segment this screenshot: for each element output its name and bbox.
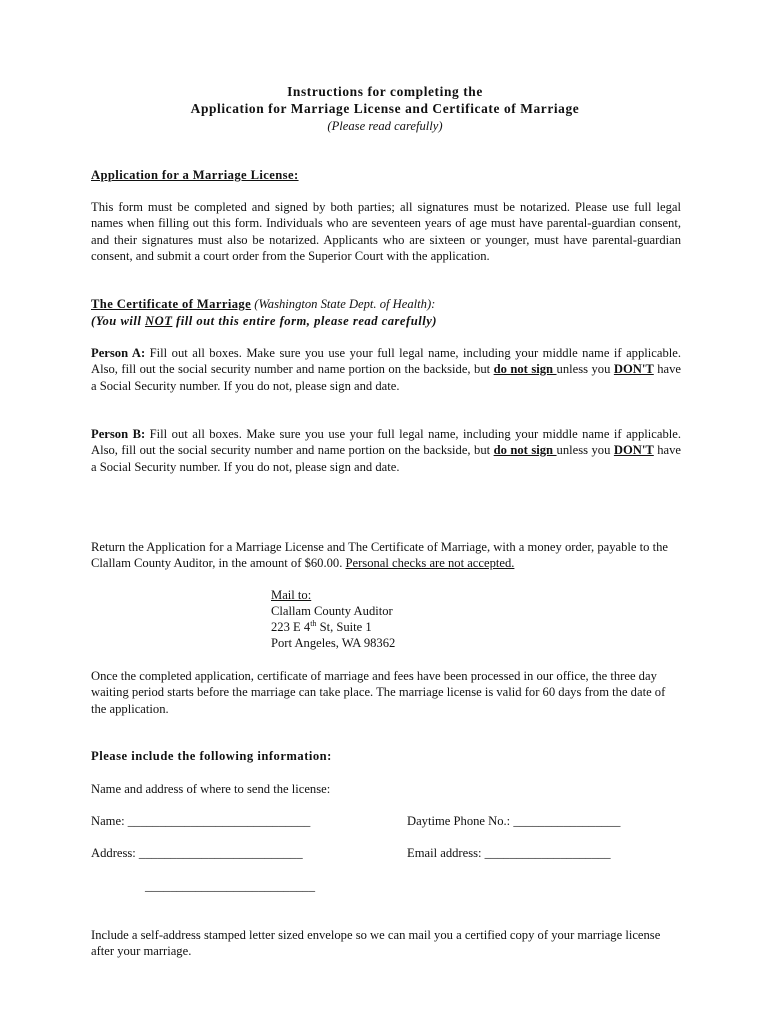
info-intro: Name and address of where to send the license: <box>91 782 331 796</box>
person-a-do-not-sign: do not sign <box>493 362 557 377</box>
address-blank[interactable]: __________________________ <box>138 846 303 860</box>
person-b-text2: unless you <box>556 443 614 458</box>
person-b-instructions <box>91 426 681 475</box>
person-a-text2: unless you <box>556 362 614 377</box>
phone-label: Daytime Phone No.: <box>407 814 514 828</box>
name-field[interactable] <box>91 814 310 829</box>
mail-line-3: Port Angeles, WA 98362 <box>271 636 396 650</box>
person-b-label: Person B: <box>91 427 146 441</box>
info-heading: Please include the following information: <box>91 749 332 763</box>
subtitle: (Please read carefully) <box>327 119 443 133</box>
certificate-heading-text: The Certificate of Marriage <box>91 297 252 311</box>
person-a-instructions <box>91 345 681 394</box>
email-label: Email address: <box>407 846 485 860</box>
address-field[interactable] <box>91 846 303 861</box>
mail-to-label: Mail to: <box>271 588 312 602</box>
phone-blank[interactable]: _________________ <box>513 814 621 828</box>
person-b-do-not-sign: do not sign <box>493 443 557 458</box>
person-a-label: Person A: <box>91 346 146 360</box>
warning-post: fill out this entire form, please read carefully) <box>172 314 438 328</box>
license-heading-text: Application for a Marriage License: <box>91 168 299 182</box>
person-b-dont: DON'T <box>613 443 654 458</box>
person-b-text1: Fill out all boxes. Make sure you use your full legal name, including your middle name if applicable. Also, fill out the social security number and name portion on the backside, but <box>91 427 681 458</box>
license-instructions: This form must be completed and signed by both parties; all signatures must be notarized. Please use full legal names when filling out this form. Individuals who are seventeen years of age must have parental-guardian consent, and their signatures must also be notarized. Applicants who are sixteen or younger, must have parental-guardian consent, and submit a court order from the Superior Court with the application. <box>91 200 681 263</box>
person-a-text1: Fill out all boxes. Make sure you use your full legal name, including your middle name if applicable. Also, fill out the social security number and name portion on the backside, but <box>91 346 681 377</box>
processing-info: Once the completed application, certificate of marriage and fees have been processed in our office, the three day waiting period starts before the marriage can take place. The marriage license is valid for 60 days from the date of the application. <box>91 669 666 716</box>
footer-note: Include a self-address stamped letter sized envelope so we can mail you a certified copy of your marriage license after your marriage. <box>91 928 661 959</box>
certificate-warning <box>91 313 681 329</box>
certificate-heading <box>91 296 681 312</box>
address-label: Address: <box>91 846 139 860</box>
certificate-heading-note: (Washington State Dept. of Health): <box>254 297 436 311</box>
name-blank[interactable]: _____________________________ <box>127 814 311 828</box>
return-text: Return the Application for a Marriage License and The Certificate of Marriage, with a money order, payable to the Clallam County Auditor, in the amount of $60.00. <box>91 540 668 571</box>
warning-not: NOT <box>145 314 173 328</box>
mail-line-1: Clallam County Auditor <box>271 604 393 618</box>
title-line-1: Instructions for completing the <box>287 84 483 99</box>
address-line-2-field[interactable]: ___________________________ <box>145 879 316 893</box>
phone-field[interactable] <box>407 814 620 829</box>
title-line-2: Application for Marriage License and Certificate of Marriage <box>190 101 580 116</box>
name-label: Name: <box>91 814 128 828</box>
person-a-dont: DON'T <box>613 362 654 377</box>
warning-pre: (You will <box>91 314 145 328</box>
mail-line-2: 223 E 4th St, Suite 1 <box>271 618 372 634</box>
checks-not-accepted: Personal checks are not accepted. <box>345 556 515 571</box>
license-heading <box>91 167 681 183</box>
person-a-text3: have a Social Security number. If you do not, please sign and date. <box>91 362 682 393</box>
email-field[interactable] <box>407 846 611 861</box>
return-instructions <box>91 539 681 572</box>
person-b-text3: have a Social Security number. If you do not, please sign and date. <box>91 443 682 474</box>
email-blank[interactable]: ____________________ <box>484 846 611 860</box>
